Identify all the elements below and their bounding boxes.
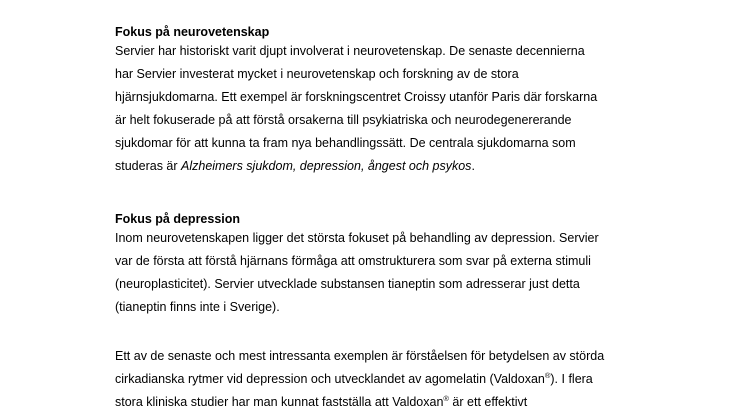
paragraph-line: hjärnsjukdomarna. Ett exempel är forskningscentret Croissy utanför Paris där forskarna [115,90,598,104]
section-heading-neuroscience: Fokus på neurovetenskap [115,25,270,39]
text-run: . [471,159,475,173]
section-heading-depression: Fokus på depression [115,212,241,226]
text-run: studeras är [115,159,182,173]
paragraph-line: sjukdomar för att kunna ta fram nya behandlingssätt. De centrala sjukdomarna som [115,136,576,150]
registered-mark: ® [443,394,449,403]
paragraph-line: (neuroplasticitet). Servier utvecklade substansen tianeptin som adresserar just detta [115,277,580,291]
paragraph-line: Servier har historiskt varit djupt involverat i neurovetenskap. De senaste decennierna [115,44,585,58]
paragraph-line: (tianeptin finns inte i Sverige). [115,300,280,314]
paragraph-line: Ett av de senaste och mest intressanta exemplen är förståelsen för betydelsen av störda [115,349,605,363]
section-agomelatin [115,345,675,414]
section-neuroscience [115,24,675,178]
italic-disease-list: Alzheimers sjukdom, depression, ångest och psykos [181,159,472,173]
paragraph-line: är helt fokuserade på att förstå orsakerna till psykiatriska och neurodegenererande [115,113,572,127]
paragraph-line [115,391,675,414]
text-run: ). I flera [550,372,593,386]
paragraph-line [115,368,675,391]
text-run: cirkadianska rytmer vid depression och utvecklandet av agomelatin (Valdoxan [115,372,545,386]
paragraph-line-last [115,155,675,178]
paragraph-line: har Servier investerat mycket i neurovetenskap och forskning av de stora [115,67,519,81]
paragraph-line: var de första att förstå hjärnans förmåga att omstrukturera som svar på externa stimuli [115,254,591,268]
text-run: är ett effektivt [448,395,528,409]
paragraph-line: Inom neurovetenskapen ligger det största fokuset på behandling av depression. Servier [115,231,599,245]
text-run: stora kliniska studier har man kunnat fastställa att Valdoxan [115,395,444,409]
registered-mark: ® [544,371,551,380]
section-depression [115,211,675,319]
